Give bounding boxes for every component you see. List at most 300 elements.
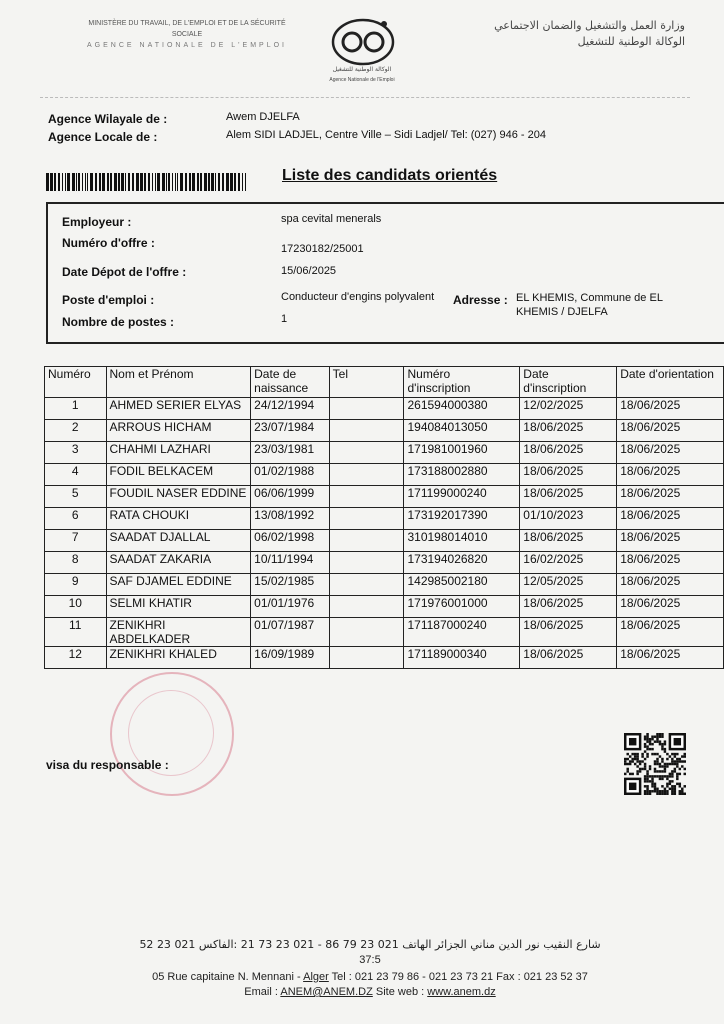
qr-module	[684, 760, 686, 762]
cell-registration-date: 12/02/2025	[520, 398, 617, 420]
qr-module	[669, 775, 671, 777]
cell-number: 7	[45, 530, 107, 552]
ministry-name-fr: MINISTÈRE DU TRAVAIL, DE L'EMPLOI ET DE LA SÉCURITÉ SOCIALE	[88, 20, 286, 38]
qr-module	[656, 738, 658, 740]
qr-module	[626, 770, 628, 772]
cell-registration-number: 310198014010	[404, 530, 520, 552]
qr-module	[664, 748, 666, 750]
qr-module	[651, 783, 653, 785]
qr-module	[629, 760, 631, 762]
qr-finder	[674, 738, 681, 745]
qr-module	[679, 785, 681, 787]
cell-number: 1	[45, 398, 107, 420]
cell-number: 5	[45, 486, 107, 508]
qr-module	[669, 780, 671, 782]
footer-address-ar-cont: 37:5	[359, 954, 381, 966]
qr-module	[626, 768, 628, 770]
cell-registration-date: 18/06/2025	[520, 442, 617, 464]
qr-module	[634, 758, 636, 760]
qr-module	[646, 785, 648, 787]
qr-module	[626, 753, 628, 755]
logo-caption-fr: Agence Nationale de l'Emploi	[329, 77, 395, 83]
cell-registration-number: 142985002180	[404, 574, 520, 596]
qr-module	[674, 788, 676, 790]
deposit-date-label: Date Dépot de l'offre :	[62, 265, 187, 279]
cell-orientation-date: 18/06/2025	[617, 508, 724, 530]
qr-module	[684, 768, 686, 770]
qr-module	[659, 765, 661, 767]
cell-registration-date: 18/06/2025	[520, 486, 617, 508]
qr-module	[666, 765, 668, 767]
visa-label: visa du responsable :	[46, 758, 169, 772]
qr-module	[671, 780, 673, 782]
agency-wilayale-value: Awem DJELFA	[226, 111, 300, 123]
qr-module	[671, 770, 673, 772]
qr-module	[674, 793, 676, 795]
qr-module	[674, 755, 676, 757]
cell-number: 12	[45, 647, 107, 669]
cell-orientation-date: 18/06/2025	[617, 464, 724, 486]
cell-phone	[329, 508, 404, 530]
qr-module	[676, 763, 678, 765]
qr-module	[659, 743, 661, 745]
logo-caption-ar: الوكالة الوطنية للتشغيل	[332, 66, 392, 73]
qr-module	[676, 773, 678, 775]
cell-number: 8	[45, 552, 107, 574]
qr-module	[669, 755, 671, 757]
qr-module	[631, 753, 633, 755]
cell-name: FOUDIL NASER EDDINE	[106, 486, 251, 508]
qr-module	[639, 763, 641, 765]
cell-phone	[329, 552, 404, 574]
qr-module	[676, 753, 678, 755]
qr-module	[676, 778, 678, 780]
qr-module	[654, 763, 656, 765]
qr-module	[661, 790, 663, 792]
qr-module	[674, 760, 676, 762]
qr-module	[651, 790, 653, 792]
cell-registration-date: 12/05/2025	[520, 574, 617, 596]
qr-module	[671, 760, 673, 762]
qr-module	[679, 793, 681, 795]
cell-registration-number: 171981001960	[404, 442, 520, 464]
cell-name: RATA CHOUKI	[106, 508, 251, 530]
cell-registration-number: 171187000240	[404, 618, 520, 647]
qr-module	[664, 775, 666, 777]
qr-module	[651, 753, 653, 755]
qr-module	[649, 793, 651, 795]
qr-module	[659, 790, 661, 792]
cell-orientation-date: 18/06/2025	[617, 442, 724, 464]
qr-module	[624, 760, 626, 762]
cell-birthdate: 01/01/1976	[251, 596, 330, 618]
qr-module	[644, 743, 646, 745]
qr-module	[656, 790, 658, 792]
qr-finder	[629, 783, 636, 790]
qr-module	[644, 790, 646, 792]
qr-module	[636, 753, 638, 755]
qr-module	[646, 740, 648, 742]
cell-registration-date: 18/06/2025	[520, 464, 617, 486]
document-title: Liste des candidats orientés	[282, 167, 498, 184]
qr-module	[661, 735, 663, 737]
qr-module	[646, 778, 648, 780]
cell-orientation-date: 18/06/2025	[617, 398, 724, 420]
qr-module	[644, 750, 646, 752]
qr-module	[631, 760, 633, 762]
qr-module	[671, 753, 673, 755]
qr-module	[636, 773, 638, 775]
qr-module	[624, 773, 626, 775]
qr-module	[681, 765, 683, 767]
qr-module	[644, 745, 646, 747]
qr-module	[656, 775, 658, 777]
offer-number-label: Numéro d'offre :	[62, 236, 155, 250]
cell-number: 6	[45, 508, 107, 530]
candidates-table	[44, 366, 724, 669]
qr-module	[679, 768, 681, 770]
cell-name: FODIL BELKACEM	[106, 464, 251, 486]
table-row	[45, 420, 724, 442]
qr-module	[669, 783, 671, 785]
cell-registration-number: 173192017390	[404, 508, 520, 530]
qr-module	[651, 780, 653, 782]
qr-module	[661, 778, 663, 780]
qr-module	[651, 785, 653, 787]
qr-module	[674, 790, 676, 792]
qr-module	[656, 740, 658, 742]
qr-module	[661, 770, 663, 772]
cell-phone	[329, 618, 404, 647]
qr-module	[626, 763, 628, 765]
qr-module	[649, 780, 651, 782]
qr-module	[684, 753, 686, 755]
cell-orientation-date: 18/06/2025	[617, 486, 724, 508]
qr-module	[644, 785, 646, 787]
qr-module	[684, 773, 686, 775]
cell-birthdate: 01/02/1988	[251, 464, 330, 486]
cell-name: ARROUS HICHAM	[106, 420, 251, 442]
qr-module	[671, 758, 673, 760]
qr-module	[651, 735, 653, 737]
qr-module	[659, 793, 661, 795]
qr-module	[646, 755, 648, 757]
qr-module	[664, 788, 666, 790]
job-post-value: Conducteur d'engins polyvalent	[281, 291, 435, 303]
qr-module	[639, 770, 641, 772]
qr-module	[679, 783, 681, 785]
col-header-orientation-date: Date d'orientation	[617, 367, 724, 398]
qr-module	[646, 770, 648, 772]
job-post-label: Poste d'emploi :	[62, 293, 155, 307]
cell-phone	[329, 442, 404, 464]
qr-module	[639, 760, 641, 762]
qr-module	[671, 763, 673, 765]
qr-module	[649, 790, 651, 792]
cell-phone	[329, 574, 404, 596]
cell-orientation-date: 18/06/2025	[617, 647, 724, 669]
qr-module	[671, 775, 673, 777]
qr-module	[644, 765, 646, 767]
table-row	[45, 530, 724, 552]
qr-module	[634, 763, 636, 765]
agency-wilayale-label: Agence Wilayale de :	[48, 112, 168, 126]
cell-birthdate: 06/02/1998	[251, 530, 330, 552]
cell-birthdate: 23/03/1981	[251, 442, 330, 464]
qr-module	[649, 768, 651, 770]
qr-module	[666, 783, 668, 785]
cell-registration-number: 173194026820	[404, 552, 520, 574]
qr-module	[661, 743, 663, 745]
table-row	[45, 596, 724, 618]
qr-module	[646, 735, 648, 737]
qr-module	[664, 763, 666, 765]
footer-website-link[interactable]: www.anem.dz	[427, 986, 496, 998]
qr-module	[671, 785, 673, 787]
qr-module	[646, 733, 648, 735]
cell-orientation-date: 18/06/2025	[617, 552, 724, 574]
footer-contact	[70, 985, 670, 999]
qr-module	[661, 745, 663, 747]
qr-module	[644, 758, 646, 760]
qr-module	[679, 758, 681, 760]
cell-registration-date: 01/10/2023	[520, 508, 617, 530]
qr-module	[644, 768, 646, 770]
qr-module	[644, 778, 646, 780]
cell-registration-date: 18/06/2025	[520, 420, 617, 442]
cell-registration-date: 16/02/2025	[520, 552, 617, 574]
deposit-date-value: 15/06/2025	[281, 265, 337, 277]
qr-module	[646, 780, 648, 782]
qr-module	[654, 768, 656, 770]
cell-registration-number: 171199000240	[404, 486, 520, 508]
qr-module	[674, 770, 676, 772]
address-value: EL KHEMIS, Commune de EL KHEMIS / DJELFA	[516, 292, 663, 318]
qr-module	[664, 750, 666, 752]
qr-module	[646, 738, 648, 740]
qr-module	[664, 793, 666, 795]
footer-address-ar: شارع النقيب نور الدين مناني الجزائر الهاتف 021 23 79 86 - 021 23 73 21 :الفاكس 021 23 52	[139, 938, 601, 951]
qr-module	[636, 770, 638, 772]
qr-module	[661, 765, 663, 767]
qr-module	[669, 788, 671, 790]
cell-birthdate: 06/06/1999	[251, 486, 330, 508]
qr-module	[661, 775, 663, 777]
cell-name: ZENIKHRI ABDELKADER	[106, 618, 251, 647]
qr-module	[649, 775, 651, 777]
employer-label: Employeur :	[62, 215, 132, 229]
col-header-phone: Tel	[329, 367, 404, 398]
qr-module	[659, 735, 661, 737]
col-header-name: Nom et Prénom	[106, 367, 251, 398]
qr-module	[634, 753, 636, 755]
qr-module	[651, 743, 653, 745]
qr-module	[676, 758, 678, 760]
qr-module	[649, 765, 651, 767]
qr-code	[624, 733, 686, 809]
cell-number: 11	[45, 618, 107, 647]
cell-number: 4	[45, 464, 107, 486]
qr-module	[629, 773, 631, 775]
qr-module	[666, 763, 668, 765]
cell-number: 3	[45, 442, 107, 464]
qr-module	[654, 788, 656, 790]
cell-birthdate: 01/07/1987	[251, 618, 330, 647]
cell-phone	[329, 464, 404, 486]
cell-orientation-date: 18/06/2025	[617, 420, 724, 442]
qr-module	[681, 790, 683, 792]
qr-module	[659, 755, 661, 757]
cell-orientation-date: 18/06/2025	[617, 574, 724, 596]
qr-module	[676, 783, 678, 785]
qr-module	[631, 758, 633, 760]
cell-name: SAADAT DJALLAL	[106, 530, 251, 552]
cell-registration-number: 171189000340	[404, 647, 520, 669]
qr-module	[684, 785, 686, 787]
qr-module	[666, 778, 668, 780]
table-row	[45, 486, 724, 508]
agency-locale-label: Agence Locale de :	[48, 130, 158, 144]
cell-registration-number: 261594000380	[404, 398, 520, 420]
qr-module	[666, 758, 668, 760]
qr-module	[684, 755, 686, 757]
positions-count-value: 1	[281, 313, 288, 325]
qr-module	[646, 788, 648, 790]
footer-city: Alger	[303, 971, 329, 983]
table-row	[45, 618, 724, 647]
col-header-number: Numéro	[45, 367, 107, 398]
qr-module	[634, 755, 636, 757]
qr-module	[654, 740, 656, 742]
qr-module	[629, 763, 631, 765]
qr-module	[676, 760, 678, 762]
cell-orientation-date: 18/06/2025	[617, 596, 724, 618]
table-row	[45, 647, 724, 669]
qr-module	[674, 768, 676, 770]
qr-module	[644, 793, 646, 795]
qr-module	[661, 758, 663, 760]
cell-number: 9	[45, 574, 107, 596]
qr-module	[624, 758, 626, 760]
qr-module	[656, 753, 658, 755]
qr-module	[666, 785, 668, 787]
qr-module	[649, 743, 651, 745]
cell-phone	[329, 596, 404, 618]
qr-module	[649, 748, 651, 750]
qr-module	[646, 753, 648, 755]
qr-module	[646, 775, 648, 777]
qr-module	[671, 790, 673, 792]
agency-locale-value: Alem SIDI LADJEL, Centre Ville – Sidi Ladjel/ Tel: (027) 946 - 204	[226, 129, 546, 141]
col-header-registration-date: Date d'inscription	[520, 367, 617, 398]
qr-module	[659, 763, 661, 765]
table-row	[45, 552, 724, 574]
qr-module	[644, 775, 646, 777]
qr-module	[626, 758, 628, 760]
cell-name: SAADAT ZAKARIA	[106, 552, 251, 574]
cell-birthdate: 10/11/1994	[251, 552, 330, 574]
footer-email-label: Email :	[244, 986, 281, 998]
qr-module	[641, 755, 643, 757]
qr-module	[651, 748, 653, 750]
qr-module	[631, 773, 633, 775]
employer-value: spa cevital menerals	[281, 213, 382, 225]
qr-module	[644, 738, 646, 740]
footer-address-fr	[70, 970, 670, 984]
cell-birthdate: 15/02/1985	[251, 574, 330, 596]
qr-module	[654, 770, 656, 772]
qr-module	[651, 738, 653, 740]
cell-registration-number: 171976001000	[404, 596, 520, 618]
qr-module	[654, 790, 656, 792]
qr-module	[661, 785, 663, 787]
qr-module	[679, 773, 681, 775]
cell-orientation-date: 18/06/2025	[617, 530, 724, 552]
qr-module	[646, 745, 648, 747]
cell-name: SELMI KHATIR	[106, 596, 251, 618]
ministry-name-ar: وزارة العمل والتشغيل والضمان الاجتماعي	[494, 19, 685, 32]
qr-module	[646, 748, 648, 750]
qr-module	[641, 768, 643, 770]
qr-module	[661, 760, 663, 762]
cell-phone	[329, 647, 404, 669]
qr-module	[669, 763, 671, 765]
qr-module	[641, 753, 643, 755]
qr-module	[656, 793, 658, 795]
qr-module	[664, 790, 666, 792]
qr-module	[636, 760, 638, 762]
cell-birthdate: 16/09/1989	[251, 647, 330, 669]
qr-module	[681, 788, 683, 790]
qr-module	[656, 763, 658, 765]
cell-birthdate: 23/07/1984	[251, 420, 330, 442]
qr-module	[671, 793, 673, 795]
qr-module	[654, 775, 656, 777]
qr-module	[671, 773, 673, 775]
qr-module	[636, 765, 638, 767]
qr-module	[649, 738, 651, 740]
cell-birthdate: 13/08/1992	[251, 508, 330, 530]
qr-module	[629, 755, 631, 757]
qr-module	[674, 785, 676, 787]
qr-module	[646, 793, 648, 795]
footer-web-label: Site web :	[372, 986, 428, 998]
agency-name-fr: AGENCE NATIONALE DE L'EMPLOI	[87, 42, 287, 49]
qr-module	[644, 780, 646, 782]
qr-module	[681, 760, 683, 762]
qr-module	[676, 775, 678, 777]
qr-module	[654, 760, 656, 762]
qr-module	[666, 793, 668, 795]
col-header-birthdate: Date de naissance	[251, 367, 330, 398]
cell-registration-date: 18/06/2025	[520, 647, 617, 669]
qr-module	[674, 763, 676, 765]
qr-module	[674, 753, 676, 755]
qr-module	[659, 775, 661, 777]
qr-module	[656, 758, 658, 760]
qr-module	[664, 743, 666, 745]
cell-registration-number: 173188002880	[404, 464, 520, 486]
cell-orientation-date: 18/06/2025	[617, 618, 724, 647]
qr-module	[636, 758, 638, 760]
qr-module	[659, 733, 661, 735]
qr-module	[669, 773, 671, 775]
footer-email-link[interactable]: ANEM@ANEM.DZ	[280, 986, 373, 998]
qr-module	[664, 740, 666, 742]
qr-module	[659, 740, 661, 742]
qr-module	[681, 793, 683, 795]
table-row	[45, 508, 724, 530]
